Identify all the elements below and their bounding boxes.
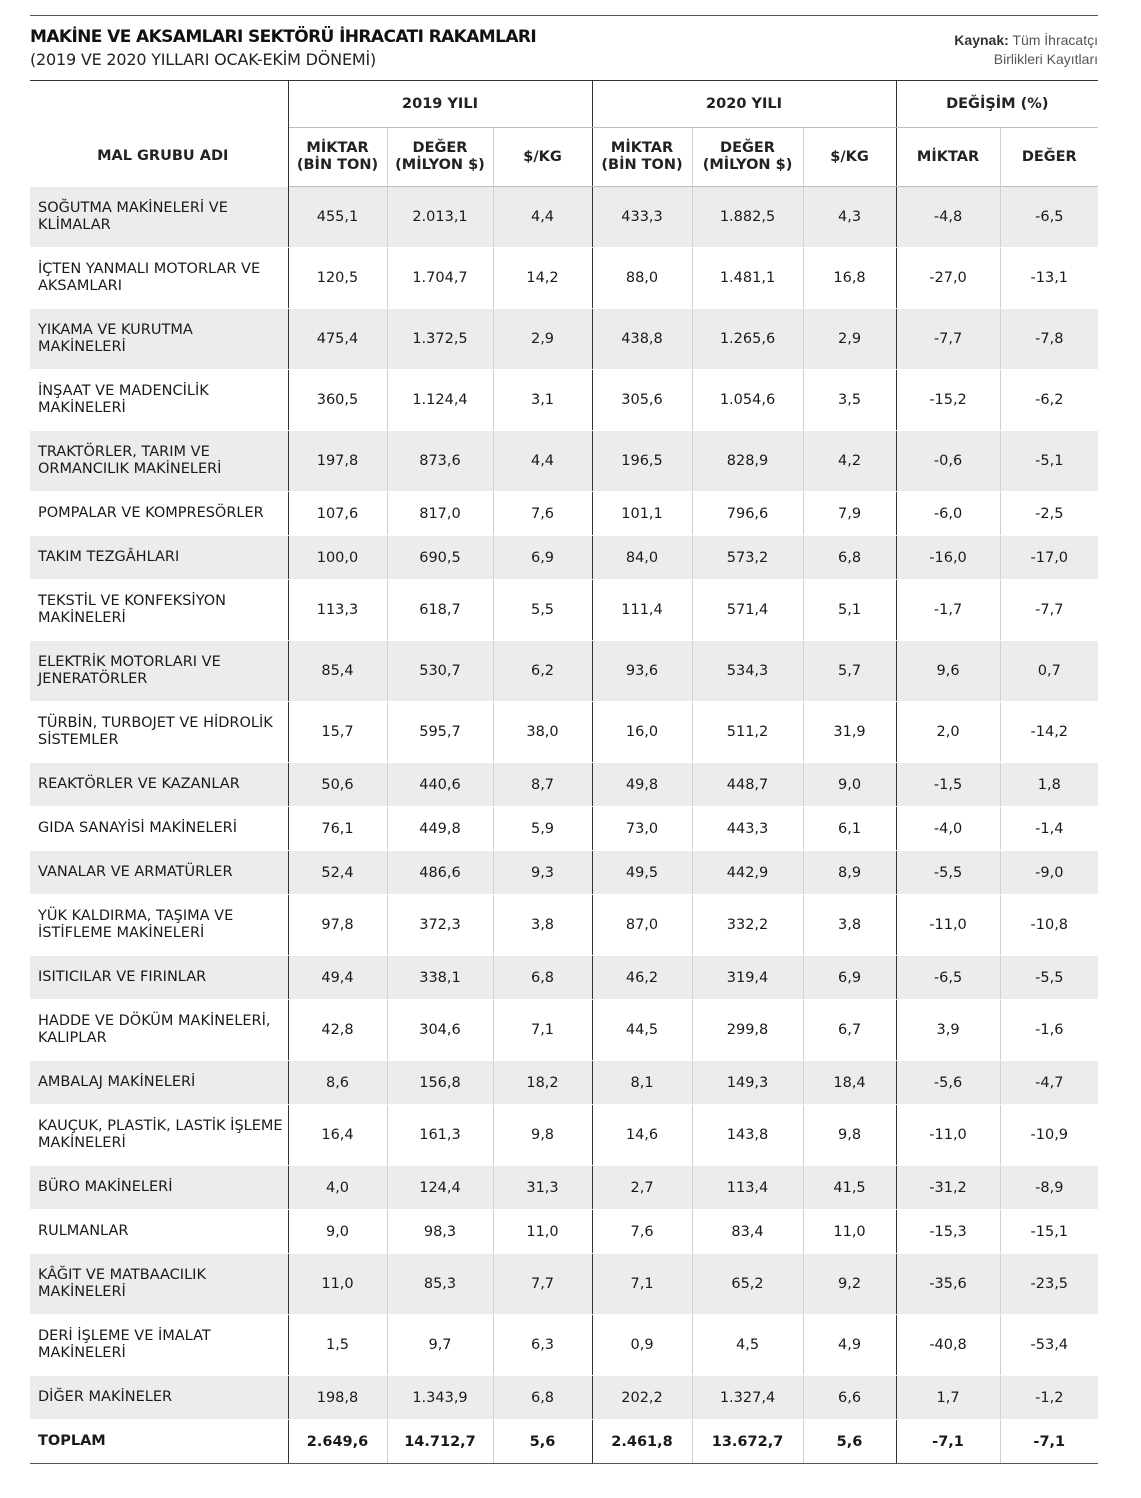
cell-k19: 18,2 [493, 1061, 592, 1105]
cell-m19: 76,1 [288, 807, 387, 851]
cell-m20: 84,0 [592, 536, 692, 580]
cell-m20: 93,6 [592, 641, 692, 702]
cell-d20: 828,9 [692, 431, 803, 492]
cell-cd: -6,2 [1000, 370, 1098, 431]
table-row [30, 187, 1098, 248]
row-name-line: MAKİNELERİ [38, 1345, 126, 1361]
cell-m19: 360,5 [288, 370, 387, 431]
cell-k19: 5,9 [493, 807, 592, 851]
cell-m19: 42,8 [288, 1000, 387, 1061]
cell-k20: 6,9 [803, 956, 896, 1000]
column-header-change-miktar: MİKTAR [896, 128, 1000, 187]
row-name [30, 807, 288, 851]
row-name-line: SİSTEMLER [38, 732, 119, 748]
cell-m20: 73,0 [592, 807, 692, 851]
table-row [30, 370, 1098, 431]
table-row [30, 1000, 1098, 1061]
cell-cm: -11,0 [896, 895, 1000, 956]
cell-m19: 9,0 [288, 1210, 387, 1254]
table-row [30, 702, 1098, 763]
cell-d20: 319,4 [692, 956, 803, 1000]
cell-cm: -40,8 [896, 1315, 1000, 1376]
group-header-2020: 2020 YILI [592, 81, 896, 128]
column-header-usdkg-2019: $/KG [493, 128, 592, 187]
table-row [30, 807, 1098, 851]
table-header [30, 81, 1098, 187]
cell-k19: 31,3 [493, 1166, 592, 1210]
cell-cd: -14,2 [1000, 702, 1098, 763]
cell-k20: 9,2 [803, 1254, 896, 1315]
cell-cm: -11,0 [896, 1105, 1000, 1166]
cell-d19: 817,0 [387, 492, 493, 536]
cell-d19: 9,7 [387, 1315, 493, 1376]
cell-m19: 120,5 [288, 248, 387, 309]
cell-cm: 9,6 [896, 641, 1000, 702]
cell-k20: 18,4 [803, 1061, 896, 1105]
column-header-miktar-2019: MİKTAR (BİN TON) [288, 128, 387, 187]
table-row [30, 1254, 1098, 1315]
row-name-line: VANALAR VE ARMATÜRLER [38, 864, 233, 880]
cell-k20: 4,9 [803, 1315, 896, 1376]
cell-k19: 9,3 [493, 851, 592, 895]
cell-cd: -1,6 [1000, 1000, 1098, 1061]
cell-d19: 873,6 [387, 431, 493, 492]
row-name-line: TRAKTÖRLER, TARIM VE [38, 444, 210, 460]
cell-cm: -15,2 [896, 370, 1000, 431]
cell-d20: 299,8 [692, 1000, 803, 1061]
cell-cm: 2,0 [896, 702, 1000, 763]
total-m19: 2.649,6 [288, 1420, 387, 1464]
column-header-miktar-2020: MİKTAR (BİN TON) [592, 128, 692, 187]
cell-d20: 443,3 [692, 807, 803, 851]
row-name-line: ELEKTRİK MOTORLARI VE [38, 654, 221, 670]
cell-d19: 161,3 [387, 1105, 493, 1166]
cell-m20: 44,5 [592, 1000, 692, 1061]
cell-d20: 4,5 [692, 1315, 803, 1376]
total-m20: 2.461,8 [592, 1420, 692, 1464]
cell-d19: 85,3 [387, 1254, 493, 1315]
cell-d19: 440,6 [387, 763, 493, 807]
row-name [30, 1315, 288, 1376]
cell-d20: 1.481,1 [692, 248, 803, 309]
cell-d19: 618,7 [387, 580, 493, 641]
cell-k19: 11,0 [493, 1210, 592, 1254]
row-name-line: JENERATÖRLER [38, 671, 148, 687]
cell-d20: 83,4 [692, 1210, 803, 1254]
cell-k20: 5,1 [803, 580, 896, 641]
cell-cm: -0,6 [896, 431, 1000, 492]
cell-k20: 2,9 [803, 309, 896, 370]
row-name [30, 370, 288, 431]
cell-m20: 438,8 [592, 309, 692, 370]
cell-m20: 111,4 [592, 580, 692, 641]
cell-k20: 4,3 [803, 187, 896, 248]
column-header-deger-2019: DEĞER (MİLYON $) [387, 128, 493, 187]
row-name-line: TÜRBİN, TURBOJET VE HİDROLİK [38, 715, 273, 731]
row-name-line: ORMANCILIK MAKİNELERİ [38, 461, 222, 477]
cell-cd: -7,7 [1000, 580, 1098, 641]
column-header-name: MAL GRUBU ADI [30, 81, 288, 187]
cell-k19: 8,7 [493, 763, 592, 807]
cell-m19: 198,8 [288, 1376, 387, 1420]
cell-cm: 3,9 [896, 1000, 1000, 1061]
cell-d19: 98,3 [387, 1210, 493, 1254]
cell-cm: -4,8 [896, 187, 1000, 248]
cell-cd: -5,5 [1000, 956, 1098, 1000]
cell-m20: 49,5 [592, 851, 692, 895]
cell-k19: 14,2 [493, 248, 592, 309]
row-name [30, 1000, 288, 1061]
cell-k19: 4,4 [493, 431, 592, 492]
row-name-line: İÇTEN YANMALI MOTORLAR VE [38, 261, 261, 277]
cell-d19: 372,3 [387, 895, 493, 956]
row-name [30, 580, 288, 641]
row-name [30, 851, 288, 895]
cell-d19: 486,6 [387, 851, 493, 895]
cell-m20: 87,0 [592, 895, 692, 956]
cell-k20: 6,7 [803, 1000, 896, 1061]
cell-m20: 7,1 [592, 1254, 692, 1315]
cell-k19: 7,6 [493, 492, 592, 536]
cell-m19: 100,0 [288, 536, 387, 580]
cell-cd: 1,8 [1000, 763, 1098, 807]
row-name [30, 702, 288, 763]
cell-cm: -1,7 [896, 580, 1000, 641]
cell-cm: -16,0 [896, 536, 1000, 580]
cell-d19: 1.704,7 [387, 248, 493, 309]
row-name-line: SOĞUTMA MAKİNELERİ VE [38, 199, 228, 216]
cell-k20: 7,9 [803, 492, 896, 536]
column-header-usdkg-2020: $/KG [803, 128, 896, 187]
page-title: MAKİNE VE AKSAMLARI SEKTÖRÜ İHRACATI RAKAMLARI [30, 27, 537, 47]
cell-k19: 7,1 [493, 1000, 592, 1061]
cell-k20: 11,0 [803, 1210, 896, 1254]
cell-k19: 6,8 [493, 956, 592, 1000]
cell-m19: 197,8 [288, 431, 387, 492]
row-name-line: AMBALAJ MAKİNELERİ [38, 1074, 196, 1090]
row-name-line: HADDE VE DÖKÜM MAKİNELERİ, [38, 1013, 271, 1029]
cell-k20: 5,7 [803, 641, 896, 702]
cell-d20: 442,9 [692, 851, 803, 895]
cell-m20: 305,6 [592, 370, 692, 431]
cell-cm: 1,7 [896, 1376, 1000, 1420]
cell-k19: 5,5 [493, 580, 592, 641]
cell-m19: 52,4 [288, 851, 387, 895]
cell-m19: 113,3 [288, 580, 387, 641]
cell-k19: 6,2 [493, 641, 592, 702]
cell-m20: 101,1 [592, 492, 692, 536]
cell-d19: 304,6 [387, 1000, 493, 1061]
cell-k19: 3,8 [493, 895, 592, 956]
cell-d19: 338,1 [387, 956, 493, 1000]
cell-cd: -6,5 [1000, 187, 1098, 248]
table-row [30, 1210, 1098, 1254]
cell-k19: 6,9 [493, 536, 592, 580]
cell-d19: 156,8 [387, 1061, 493, 1105]
table-row [30, 851, 1098, 895]
row-name-line: İSTİFLEME MAKİNELERİ [38, 925, 205, 941]
row-name [30, 1254, 288, 1315]
cell-d19: 1.124,4 [387, 370, 493, 431]
table-row [30, 1105, 1098, 1166]
cell-k20: 9,8 [803, 1105, 896, 1166]
row-name-line: KAUÇUK, PLASTİK, LASTİK İŞLEME [38, 1118, 283, 1134]
row-name-line: DİĞER MAKİNELER [38, 1389, 173, 1405]
row-name [30, 309, 288, 370]
total-k19: 5,6 [493, 1420, 592, 1464]
cell-cm: -27,0 [896, 248, 1000, 309]
cell-k19: 7,7 [493, 1254, 592, 1315]
row-name [30, 187, 288, 248]
row-name-line: POMPALAR VE KOMPRESÖRLER [38, 505, 264, 521]
table-row [30, 895, 1098, 956]
cell-d20: 332,2 [692, 895, 803, 956]
row-name-line: AKSAMLARI [38, 278, 123, 294]
cell-k19: 9,8 [493, 1105, 592, 1166]
cell-m19: 97,8 [288, 895, 387, 956]
table-row [30, 431, 1098, 492]
table-row [30, 956, 1098, 1000]
cell-m20: 433,3 [592, 187, 692, 248]
total-d20: 13.672,7 [692, 1420, 803, 1464]
row-name [30, 536, 288, 580]
row-name-line: GIDA SANAYİSİ MAKİNELERİ [38, 820, 238, 836]
row-name-line: MAKİNELERİ [38, 1135, 126, 1151]
cell-d19: 530,7 [387, 641, 493, 702]
table-body [30, 187, 1098, 1464]
total-k20: 5,6 [803, 1420, 896, 1464]
cell-d20: 113,4 [692, 1166, 803, 1210]
cell-cd: -10,8 [1000, 895, 1098, 956]
row-name-line: BÜRO MAKİNELERİ [38, 1179, 173, 1195]
export-table [30, 80, 1098, 1464]
row-name-line: MAKİNELERİ [38, 339, 126, 355]
column-header-change-deger: DEĞER [1000, 128, 1098, 187]
row-name-line: RULMANLAR [38, 1223, 129, 1239]
cell-cm: -31,2 [896, 1166, 1000, 1210]
source-text-line2: Birlikleri Kayıtları [993, 51, 1098, 67]
cell-k19: 3,1 [493, 370, 592, 431]
cell-k20: 41,5 [803, 1166, 896, 1210]
cell-m19: 85,4 [288, 641, 387, 702]
cell-m19: 1,5 [288, 1315, 387, 1376]
table-row [30, 248, 1098, 309]
table-row [30, 763, 1098, 807]
row-name-line: KALIPLAR [38, 1030, 107, 1046]
row-name [30, 1376, 288, 1420]
cell-cd: -13,1 [1000, 248, 1098, 309]
cell-d20: 511,2 [692, 702, 803, 763]
table-row [30, 1376, 1098, 1420]
cell-d20: 796,6 [692, 492, 803, 536]
cell-cd: -7,8 [1000, 309, 1098, 370]
cell-k19: 6,3 [493, 1315, 592, 1376]
cell-d19: 595,7 [387, 702, 493, 763]
row-name-line: MAKİNELERİ [38, 400, 126, 416]
row-name [30, 641, 288, 702]
row-name-line: DERİ İŞLEME VE İMALAT [38, 1328, 211, 1344]
cell-k20: 3,8 [803, 895, 896, 956]
source-text-line1: Tüm İhracatçı [1012, 32, 1098, 48]
row-name-line: KÂĞIT VE MATBAACILIK [38, 1267, 206, 1283]
cell-m19: 16,4 [288, 1105, 387, 1166]
cell-d20: 1.054,6 [692, 370, 803, 431]
cell-cm: -7,7 [896, 309, 1000, 370]
cell-d20: 1.882,5 [692, 187, 803, 248]
cell-k20: 16,8 [803, 248, 896, 309]
row-name-line: YÜK KALDIRMA, TAŞIMA VE [38, 908, 234, 924]
row-name [30, 895, 288, 956]
source-note [954, 31, 1098, 69]
cell-m19: 4,0 [288, 1166, 387, 1210]
cell-d19: 449,8 [387, 807, 493, 851]
cell-d20: 149,3 [692, 1061, 803, 1105]
cell-m19: 15,7 [288, 702, 387, 763]
row-name-line: İNŞAAT VE MADENCİLİK [38, 383, 209, 399]
cell-m20: 46,2 [592, 956, 692, 1000]
row-name [30, 1061, 288, 1105]
cell-cm: -15,3 [896, 1210, 1000, 1254]
cell-cm: -1,5 [896, 763, 1000, 807]
cell-d20: 571,4 [692, 580, 803, 641]
cell-cd: -15,1 [1000, 1210, 1098, 1254]
table-row [30, 641, 1098, 702]
total-d19: 14.712,7 [387, 1420, 493, 1464]
row-name-line: TAKIM TEZGÂHLARI [38, 549, 180, 565]
row-name [30, 431, 288, 492]
cell-d19: 1.343,9 [387, 1376, 493, 1420]
cell-m19: 475,4 [288, 309, 387, 370]
top-rule [30, 15, 1098, 16]
cell-k20: 6,1 [803, 807, 896, 851]
cell-cd: -1,2 [1000, 1376, 1098, 1420]
total-cm: -7,1 [896, 1420, 1000, 1464]
cell-k20: 3,5 [803, 370, 896, 431]
cell-d20: 65,2 [692, 1254, 803, 1315]
row-name [30, 1210, 288, 1254]
cell-cm: -6,0 [896, 492, 1000, 536]
cell-d19: 124,4 [387, 1166, 493, 1210]
row-name-line: YIKAMA VE KURUTMA [38, 322, 193, 338]
cell-m20: 88,0 [592, 248, 692, 309]
cell-cd: -2,5 [1000, 492, 1098, 536]
table-row [30, 492, 1098, 536]
group-header-change: DEĞİŞİM (%) [896, 81, 1098, 128]
cell-d19: 1.372,5 [387, 309, 493, 370]
table-row [30, 1061, 1098, 1105]
cell-k19: 4,4 [493, 187, 592, 248]
cell-k20: 9,0 [803, 763, 896, 807]
cell-m20: 7,6 [592, 1210, 692, 1254]
total-cd: -7,1 [1000, 1420, 1098, 1464]
row-name-line: ISITICILAR VE FIRINLAR [38, 969, 207, 985]
row-name [30, 492, 288, 536]
total-label: TOPLAM [30, 1420, 288, 1464]
cell-m19: 50,6 [288, 763, 387, 807]
cell-m20: 16,0 [592, 702, 692, 763]
cell-cm: -35,6 [896, 1254, 1000, 1315]
cell-m19: 8,6 [288, 1061, 387, 1105]
cell-cm: -5,5 [896, 851, 1000, 895]
cell-m19: 455,1 [288, 187, 387, 248]
cell-d20: 534,3 [692, 641, 803, 702]
cell-cd: -53,4 [1000, 1315, 1098, 1376]
cell-m19: 49,4 [288, 956, 387, 1000]
table-row [30, 309, 1098, 370]
cell-k20: 6,8 [803, 536, 896, 580]
group-header-2019: 2019 YILI [288, 81, 592, 128]
cell-cd: -4,7 [1000, 1061, 1098, 1105]
row-name-line: MAKİNELERİ [38, 1284, 126, 1300]
column-header-deger-2020: DEĞER (MİLYON $) [692, 128, 803, 187]
cell-m20: 0,9 [592, 1315, 692, 1376]
cell-cd: 0,7 [1000, 641, 1098, 702]
cell-m20: 2,7 [592, 1166, 692, 1210]
row-name-line: MAKİNELERİ [38, 610, 126, 626]
cell-d20: 1.265,6 [692, 309, 803, 370]
cell-cd: -23,5 [1000, 1254, 1098, 1315]
cell-d20: 573,2 [692, 536, 803, 580]
cell-cd: -10,9 [1000, 1105, 1098, 1166]
cell-k20: 8,9 [803, 851, 896, 895]
cell-d20: 1.327,4 [692, 1376, 803, 1420]
row-name-line: TEKSTİL VE KONFEKSİYON [38, 593, 227, 609]
row-name [30, 1166, 288, 1210]
table-row [30, 1315, 1098, 1376]
cell-k20: 4,2 [803, 431, 896, 492]
cell-d19: 2.013,1 [387, 187, 493, 248]
cell-k19: 2,9 [493, 309, 592, 370]
cell-d19: 690,5 [387, 536, 493, 580]
cell-cm: -5,6 [896, 1061, 1000, 1105]
cell-m20: 196,5 [592, 431, 692, 492]
cell-cd: -17,0 [1000, 536, 1098, 580]
cell-cm: -6,5 [896, 956, 1000, 1000]
cell-m20: 49,8 [592, 763, 692, 807]
cell-d20: 143,8 [692, 1105, 803, 1166]
cell-k20: 6,6 [803, 1376, 896, 1420]
cell-m19: 11,0 [288, 1254, 387, 1315]
table-row [30, 536, 1098, 580]
row-name [30, 956, 288, 1000]
table-row [30, 580, 1098, 641]
row-name-line: REAKTÖRLER VE KAZANLAR [38, 776, 240, 792]
cell-m19: 107,6 [288, 492, 387, 536]
total-row [30, 1420, 1098, 1464]
cell-k20: 31,9 [803, 702, 896, 763]
cell-k19: 38,0 [493, 702, 592, 763]
row-name [30, 763, 288, 807]
cell-m20: 202,2 [592, 1376, 692, 1420]
cell-d20: 448,7 [692, 763, 803, 807]
page-subtitle: (2019 VE 2020 YILLARI OCAK-EKİM DÖNEMİ) [30, 50, 377, 69]
cell-cd: -5,1 [1000, 431, 1098, 492]
cell-m20: 14,6 [592, 1105, 692, 1166]
row-name-line: KLİMALAR [38, 216, 111, 233]
table-row [30, 1166, 1098, 1210]
cell-cd: -9,0 [1000, 851, 1098, 895]
source-label: Kaynak: [954, 32, 1009, 48]
cell-k19: 6,8 [493, 1376, 592, 1420]
cell-m20: 8,1 [592, 1061, 692, 1105]
row-name [30, 248, 288, 309]
row-name [30, 1105, 288, 1166]
cell-cm: -4,0 [896, 807, 1000, 851]
cell-cd: -8,9 [1000, 1166, 1098, 1210]
cell-cd: -1,4 [1000, 807, 1098, 851]
